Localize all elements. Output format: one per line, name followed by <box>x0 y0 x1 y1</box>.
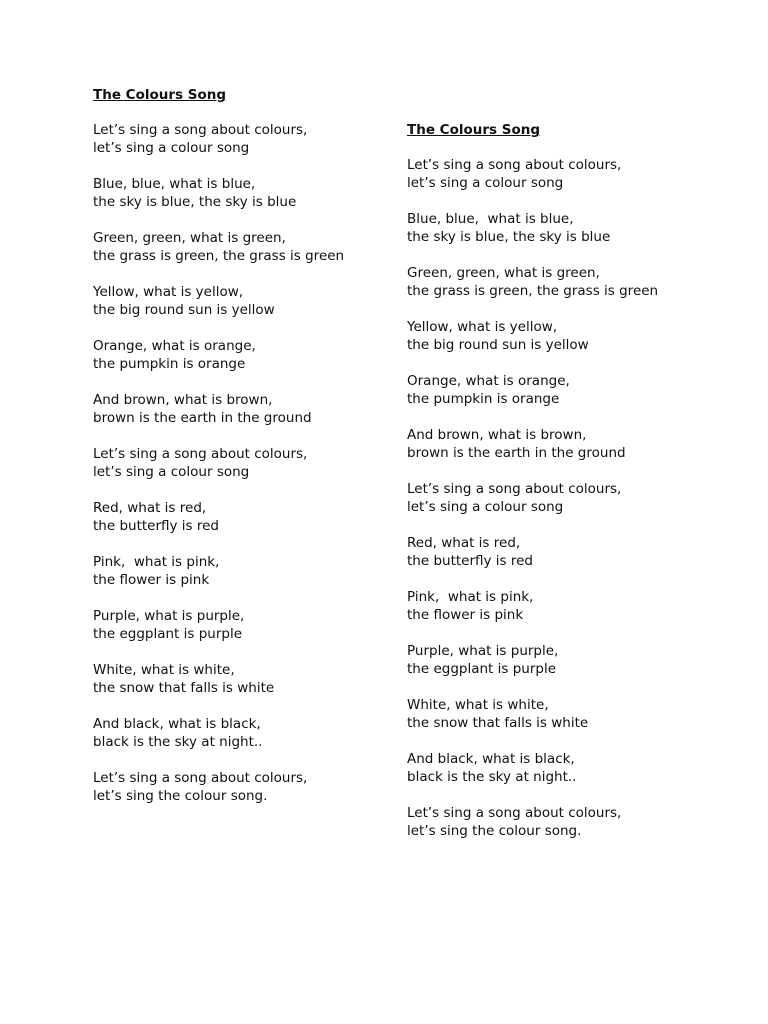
stanza <box>407 642 737 678</box>
stanza <box>93 121 423 157</box>
lyric-line: Pink, what is pink, <box>407 589 534 605</box>
lyric-line: the snow that falls is white <box>407 715 589 731</box>
stanza <box>407 588 737 624</box>
lyric-line: Let’s sing a song about colours, <box>407 481 622 497</box>
stanza <box>407 534 737 570</box>
stanza <box>93 553 423 589</box>
lyric-line: Let’s sing a song about colours, <box>407 805 622 821</box>
lyric-line: brown is the earth in the ground <box>407 445 626 461</box>
lyric-line: let’s sing a colour song <box>407 499 564 515</box>
lyric-line: Let’s sing a song about colours, <box>93 770 308 786</box>
lyric-line: Red, what is red, <box>93 500 207 516</box>
stanza-list <box>407 156 737 840</box>
lyric-line: let’s sing a colour song <box>407 175 564 191</box>
stanza <box>93 445 423 481</box>
lyric-line: Blue, blue, what is blue, <box>93 176 256 192</box>
stanza <box>93 175 423 211</box>
song-copy-left <box>93 86 423 823</box>
lyric-line: Green, green, what is green, <box>93 230 286 246</box>
lyric-line: the butterfly is red <box>93 518 220 534</box>
stanza <box>407 426 737 462</box>
lyric-line: Purple, what is purple, <box>93 608 245 624</box>
lyric-line: Purple, what is purple, <box>407 643 559 659</box>
lyric-line: Let’s sing a song about colours, <box>93 122 308 138</box>
stanza <box>93 283 423 319</box>
lyric-line: the sky is blue, the sky is blue <box>93 194 297 210</box>
stanza <box>407 480 737 516</box>
lyric-line: And black, what is black, <box>93 716 261 732</box>
stanza <box>93 607 423 643</box>
lyric-line: the flower is pink <box>407 607 524 623</box>
lyric-line: black is the sky at night.. <box>93 734 263 750</box>
song-title: The Colours Song <box>93 87 227 103</box>
lyric-line: Yellow, what is yellow, <box>93 284 244 300</box>
lyric-line: let’s sing a colour song <box>93 140 250 156</box>
song-copy-right <box>407 121 737 858</box>
lyric-line: White, what is white, <box>93 662 235 678</box>
lyric-line: And black, what is black, <box>407 751 575 767</box>
stanza <box>407 696 737 732</box>
lyric-line: black is the sky at night.. <box>407 769 577 785</box>
lyric-line: And brown, what is brown, <box>407 427 587 443</box>
lyric-line: Orange, what is orange, <box>407 373 570 389</box>
stanza <box>93 499 423 535</box>
lyric-line: Let’s sing a song about colours, <box>93 446 308 462</box>
lyric-line: Blue, blue, what is blue, <box>407 211 574 227</box>
stanza <box>93 337 423 373</box>
lyric-line: the big round sun is yellow <box>93 302 275 318</box>
lyric-line: the snow that falls is white <box>93 680 275 696</box>
lyric-line: brown is the earth in the ground <box>93 410 312 426</box>
lyric-line: the big round sun is yellow <box>407 337 589 353</box>
stanza <box>407 372 737 408</box>
stanza <box>93 391 423 427</box>
stanza <box>93 769 423 805</box>
lyric-line: the eggplant is purple <box>407 661 557 677</box>
lyric-line: the butterfly is red <box>407 553 534 569</box>
lyric-line: Red, what is red, <box>407 535 521 551</box>
lyric-line: White, what is white, <box>407 697 549 713</box>
lyric-line: the sky is blue, the sky is blue <box>407 229 611 245</box>
lyric-line: Green, green, what is green, <box>407 265 600 281</box>
stanza <box>93 229 423 265</box>
stanza <box>407 210 737 246</box>
stanza <box>407 804 737 840</box>
song-title: The Colours Song <box>407 122 541 138</box>
lyric-line: the pumpkin is orange <box>407 391 560 407</box>
lyric-line: Pink, what is pink, <box>93 554 220 570</box>
lyric-line: Let’s sing a song about colours, <box>407 157 622 173</box>
lyric-line: the flower is pink <box>93 572 210 588</box>
lyric-line: let’s sing the colour song. <box>407 823 582 839</box>
lyric-line: the pumpkin is orange <box>93 356 246 372</box>
stanza <box>407 264 737 300</box>
lyric-line: the grass is green, the grass is green <box>93 248 345 264</box>
lyric-line: let’s sing a colour song <box>93 464 250 480</box>
stanza <box>407 750 737 786</box>
lyric-line: And brown, what is brown, <box>93 392 273 408</box>
lyric-line: let’s sing the colour song. <box>93 788 268 804</box>
stanza <box>407 318 737 354</box>
lyric-line: the grass is green, the grass is green <box>407 283 659 299</box>
lyric-line: Yellow, what is yellow, <box>407 319 558 335</box>
stanza-list <box>93 121 423 805</box>
stanza <box>93 715 423 751</box>
stanza <box>93 661 423 697</box>
stanza <box>407 156 737 192</box>
lyric-line: Orange, what is orange, <box>93 338 256 354</box>
lyric-line: the eggplant is purple <box>93 626 243 642</box>
